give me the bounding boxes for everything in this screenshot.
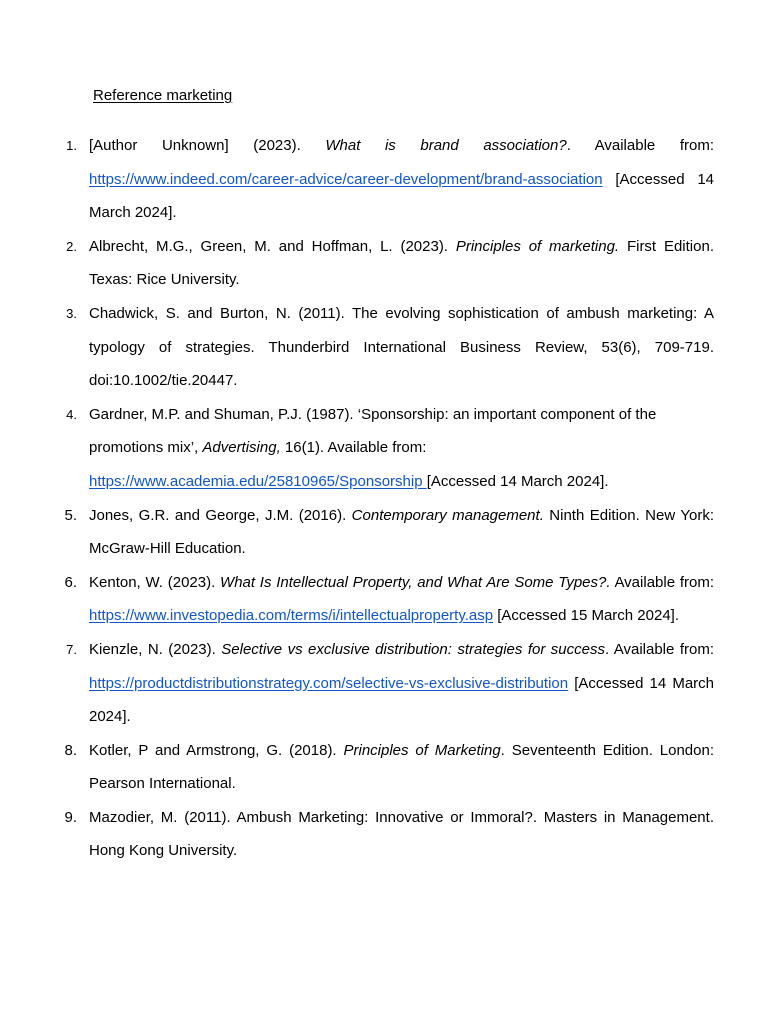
reference-text	[89, 129, 714, 230]
reference-segment: . Available from:	[604, 640, 714, 658]
reference-segment: [Accessed 14 March 2024].	[89, 170, 714, 222]
reference-number: 2.	[66, 238, 77, 254]
reference-segment: First Edition. Texas: Rice University.	[89, 237, 714, 289]
reference-item-4	[0, 398, 768, 499]
reference-segment: [Accessed 15 March 2024].	[493, 607, 680, 625]
reference-segment: Gardner, M.P. and Shuman, P.J. (1987). ‘Sponsorship: an important component of the promotions mix’,	[89, 405, 657, 457]
reference-number: 9.	[64, 808, 77, 826]
reference-number: 8.	[64, 741, 77, 759]
reference-segment: Kenton, W. (2023).	[89, 573, 221, 591]
reference-text	[89, 633, 714, 734]
reference-title: Principles of marketing.	[455, 237, 620, 255]
reference-segment: . Seventeenth Edition. London: Pearson International.	[89, 741, 714, 793]
reference-segment: Kienzle, N. (2023).	[89, 640, 222, 658]
reference-number: 4.	[66, 406, 77, 422]
reference-title: Selective vs exclusive distribution: strategies for success	[221, 640, 605, 658]
reference-text	[89, 566, 714, 633]
reference-link[interactable]: https://www.indeed.com/career-advice/career-development/brand-association	[89, 170, 603, 188]
reference-link[interactable]: https://www.investopedia.com/terms/i/intellectualproperty.asp	[89, 607, 494, 625]
reference-text	[89, 801, 714, 868]
reference-title: Contemporary management.	[351, 506, 544, 524]
reference-number: 5.	[64, 506, 77, 524]
reference-segment: Albrecht, M.G., Green, M. and Hoffman, L. (2023).	[89, 237, 456, 255]
reference-item-2	[0, 230, 768, 297]
reference-item-5	[0, 499, 768, 566]
reference-title: What Is Intellectual Property, and What Are Some Types?.	[220, 573, 611, 591]
document-heading: Reference marketing	[93, 87, 233, 104]
reference-title: Advertising,	[202, 439, 281, 457]
reference-number: 7.	[66, 641, 77, 657]
reference-link[interactable]: https://www.academia.edu/25810965/Sponsorship	[89, 472, 427, 490]
reference-list	[0, 129, 768, 868]
reference-segment: Ninth Edition. New York: McGraw-Hill Education.	[89, 506, 714, 558]
reference-segment: [Accessed 14 March 2024].	[426, 472, 609, 490]
reference-segment: Available from:	[610, 573, 714, 591]
reference-number: 6.	[64, 573, 77, 591]
reference-text	[89, 297, 714, 398]
reference-segment: 16(1). Available from:	[280, 439, 427, 457]
reference-text	[89, 734, 714, 801]
reference-segment: Chadwick, S. and Burton, N. (2011). The evolving sophistication of ambush marketing: A typology of strategies. Thunderbird International Business Review, 53(6), 709-719. doi:10.1002/tie.20447.	[89, 304, 714, 390]
reference-item-8	[0, 734, 768, 801]
reference-item-1	[0, 129, 768, 230]
reference-number: 1.	[66, 138, 77, 153]
reference-text	[89, 398, 714, 499]
reference-segment: Mazodier, M. (2011). Ambush Marketing: Innovative or Immoral?. Masters in Management. Hong Kong University.	[89, 808, 714, 860]
reference-item-6	[0, 566, 768, 633]
reference-number: 3.	[66, 305, 77, 321]
reference-item-7	[0, 633, 768, 734]
reference-item-9	[0, 801, 768, 868]
reference-title: What is brand association?	[325, 137, 567, 154]
reference-segment: [Author Unknown] (2023).	[89, 137, 326, 154]
reference-segment: . Available from:	[566, 137, 714, 154]
reference-text	[89, 499, 714, 566]
reference-item-3	[0, 297, 768, 398]
reference-text	[89, 230, 714, 297]
reference-segment: [Accessed 14 March 2024].	[89, 674, 714, 726]
reference-segment: Jones, G.R. and George, J.M. (2016).	[89, 506, 352, 524]
reference-segment: Kotler, P and Armstrong, G. (2018).	[89, 741, 344, 759]
reference-title: Principles of Marketing	[343, 741, 501, 759]
reference-link[interactable]: https://productdistributionstrategy.com/selective-vs-exclusive-distribution	[89, 674, 569, 692]
